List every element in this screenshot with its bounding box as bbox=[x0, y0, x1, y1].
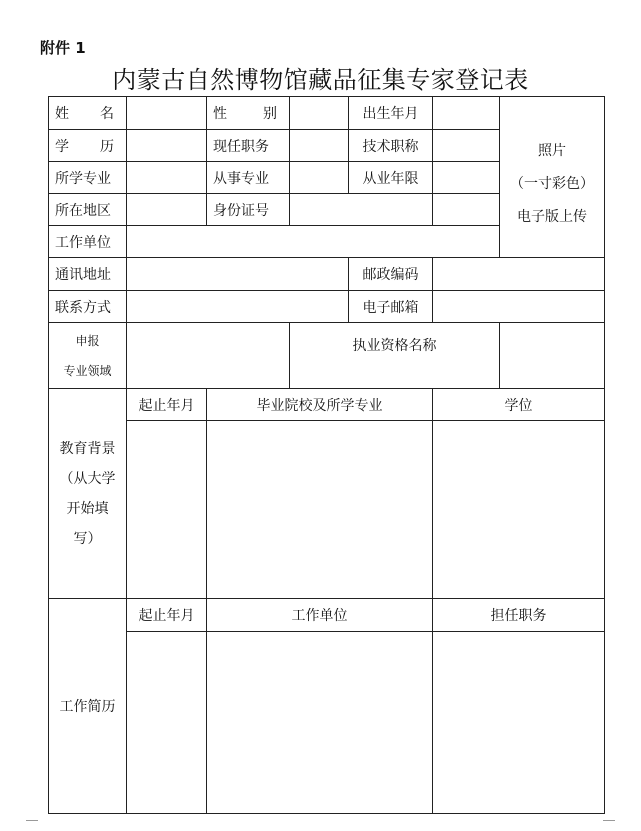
qualification-field[interactable] bbox=[500, 323, 605, 389]
education-field[interactable] bbox=[127, 130, 207, 162]
education-period-field[interactable] bbox=[127, 421, 207, 599]
region-extra-field[interactable] bbox=[433, 194, 500, 226]
form-title: 内蒙古自然博物馆藏品征集专家登记表 bbox=[112, 66, 529, 94]
work-position-header: 担任职务 bbox=[433, 599, 605, 632]
id-number-field[interactable] bbox=[290, 194, 433, 226]
education-school-field[interactable] bbox=[207, 421, 433, 599]
email-label: 电子邮箱 bbox=[349, 291, 433, 323]
major-field[interactable] bbox=[127, 162, 207, 194]
postal-code-field[interactable] bbox=[433, 258, 605, 291]
name-field[interactable] bbox=[127, 97, 207, 130]
work-employer-header: 工作单位 bbox=[207, 599, 433, 632]
education-degree-field[interactable] bbox=[433, 421, 605, 599]
row-work-body bbox=[49, 632, 605, 814]
work-employer-field[interactable] bbox=[207, 632, 433, 814]
employer-field[interactable] bbox=[127, 226, 500, 258]
tech-title-label: 技术职称 bbox=[349, 130, 433, 162]
current-position-field[interactable] bbox=[290, 130, 349, 162]
employer-label: 工作单位 bbox=[49, 226, 127, 258]
gender-label: 性 别 bbox=[207, 97, 290, 130]
address-field[interactable] bbox=[127, 258, 349, 291]
engaged-major-field[interactable] bbox=[290, 162, 349, 194]
qualification-label: 执业资格名称 bbox=[290, 323, 500, 389]
id-number-label: 身份证号 bbox=[207, 194, 290, 226]
name-label: 姓 名 bbox=[49, 97, 127, 130]
work-history-label: 工作简历 bbox=[49, 599, 127, 814]
photo-label: 照片 bbox=[538, 143, 566, 159]
major-label: 所学专业 bbox=[49, 162, 127, 194]
apply-field-label: 申报 专业领域 bbox=[49, 323, 127, 389]
row-apply-field bbox=[49, 323, 605, 389]
row-name bbox=[49, 97, 605, 130]
page-corner-mark-left bbox=[26, 820, 38, 829]
row-contact bbox=[49, 291, 605, 323]
row-education-header bbox=[49, 389, 605, 421]
email-field[interactable] bbox=[433, 291, 605, 323]
region-field[interactable] bbox=[127, 194, 207, 226]
education-period-header: 起止年月 bbox=[127, 389, 207, 421]
years-in-field-label: 从业年限 bbox=[349, 162, 433, 194]
work-period-header: 起止年月 bbox=[127, 599, 207, 632]
birth-field[interactable] bbox=[433, 97, 500, 130]
birth-label: 出生年月 bbox=[349, 97, 433, 130]
region-label: 所在地区 bbox=[49, 194, 127, 226]
apply-field-input[interactable] bbox=[127, 323, 290, 389]
engaged-major-label: 从事专业 bbox=[207, 162, 290, 194]
row-address bbox=[49, 258, 605, 291]
row-education-body bbox=[49, 421, 605, 599]
tech-title-field[interactable] bbox=[433, 130, 500, 162]
education-school-header: 毕业院校及所学专业 bbox=[207, 389, 433, 421]
years-in-field-field[interactable] bbox=[433, 162, 500, 194]
address-label: 通讯地址 bbox=[49, 258, 127, 291]
work-position-field[interactable] bbox=[433, 632, 605, 814]
education-degree-header: 学位 bbox=[433, 389, 605, 421]
photo-upload-area[interactable] bbox=[500, 97, 605, 258]
current-position-label: 现任职务 bbox=[207, 130, 290, 162]
education-background-label: 教育背景 （从大学 开始填 写） bbox=[49, 389, 127, 599]
postal-code-label: 邮政编码 bbox=[349, 258, 433, 291]
page-corner-mark-right bbox=[603, 820, 615, 829]
registration-form-table bbox=[48, 96, 605, 814]
education-label: 学 历 bbox=[49, 130, 127, 162]
photo-upload-note: 电子版上传 bbox=[517, 209, 587, 225]
gender-field[interactable] bbox=[290, 97, 349, 130]
row-work-header bbox=[49, 599, 605, 632]
contact-field[interactable] bbox=[127, 291, 349, 323]
contact-label: 联系方式 bbox=[49, 291, 127, 323]
work-period-field[interactable] bbox=[127, 632, 207, 814]
attachment-label: 附件 1 bbox=[40, 39, 86, 57]
photo-size-note: （一寸彩色） bbox=[510, 176, 594, 192]
